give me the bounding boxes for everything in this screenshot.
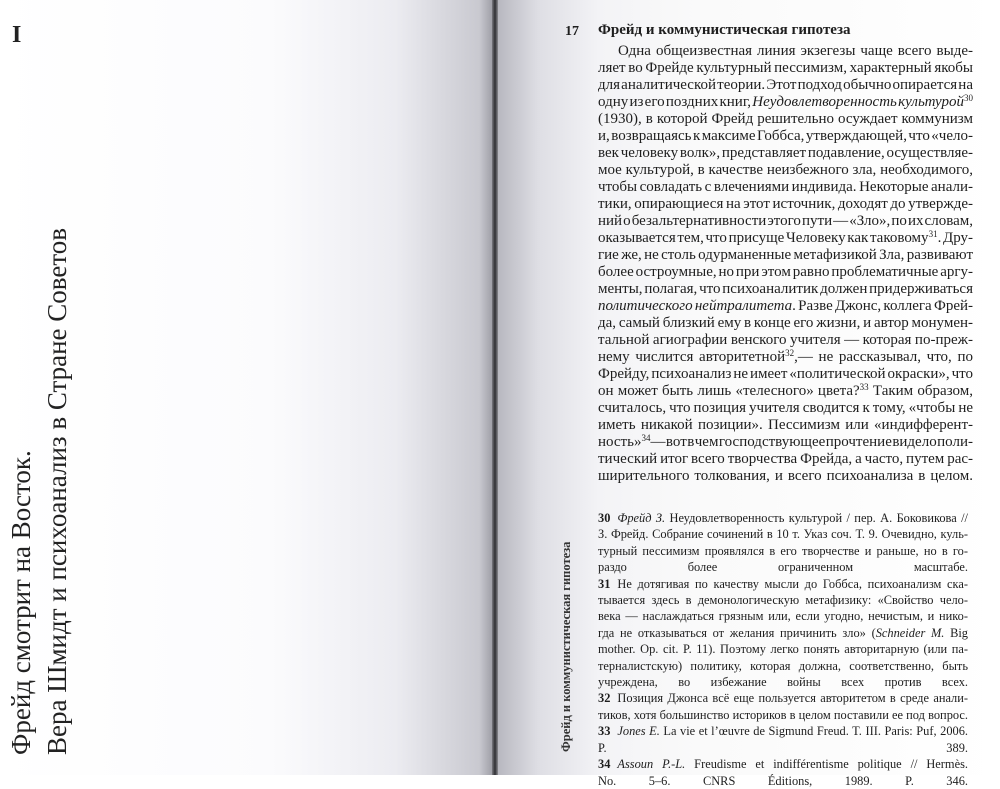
book-title-line-2: Вера Шмидт и психоанализ в Стране Советов [42,227,72,755]
text-segment: Фрейд З. [617,511,666,525]
text-segment: чтобы совладать с влечениями индивида. Некоторые анали- [598,179,973,195]
text-segment: З. Фрейд. Собрание сочинений в 10 т. Указ соч. Т. 9. Очевидно, куль- [598,527,968,542]
text-segment: La vie et l’œuvre de Sigmund Freud. T. III. Paris: Puf, 2006. [659,724,968,739]
text-segment: ность» [598,434,642,450]
text-segment: тальной агиографии венского учителя — которая по-преж- [598,332,973,348]
footnote-number: 30 [598,511,611,525]
text-segment: P. 389. [598,740,968,755]
text-segment: Одна общеизвестная линия экзегезы чаще всего выде- [618,43,973,59]
text-segment: иметь никакой позиции». Пессимизм или «индифферент- [598,417,973,433]
footnote-line [598,690,968,706]
text-segment: ляет во Фрейде культурный пессимизм, характерный якобы [598,60,973,76]
footnote-line [598,559,968,575]
text-segment: тики, опирающиеся на этот источник, доходят до утвержде- [598,196,973,212]
text-segment: турный пессимизм проявлялся в его творчестве и раньше, но в го- [598,543,968,558]
text-segment: Фрейду, психоанализ не имеет «политической окраски», что [598,366,973,382]
body-line [598,417,973,434]
text-segment: Freudisme et indifférentisme politique // Hermès. [685,757,968,772]
footnote-ref: 34 [641,433,651,443]
text-segment: раздо более ограниченном масштабе. [598,560,968,575]
text-segment: более остроумные, но при этом равно проблематичные аргу- [598,264,973,280]
body-text [598,43,973,485]
text-segment: ,— не рассказывал, что, по [794,349,973,365]
footnote-line [598,510,968,526]
footnote-ref: 32 [785,348,795,358]
text-segment: одну из его поздних книг, [598,94,753,110]
text-segment: гда не отказываться от желания причинить зло» ( [598,625,876,640]
text-segment: тывается здесь в демонологическую метафизику: «Свойство чело- [598,593,968,608]
body-line [598,298,973,315]
body-line [598,213,973,230]
footnote-line [598,625,968,641]
text-segment: век человеку волк», представляет подавление, осуществляе- [598,145,973,161]
body-line [598,332,973,349]
running-head: Фрейд и коммунистическая гипотеза [559,541,573,752]
footnote-line [598,674,968,690]
text-segment: терналистскую) политику, которая должна, соответственно, быть [598,658,968,673]
footnote-ref: 33 [859,382,869,392]
body-line [598,400,973,417]
body-line [598,434,973,451]
text-segment: . Разве Джонс, коллега Фрей- [792,298,973,314]
body-line [598,60,973,77]
body-line [598,145,973,162]
footnote-line [598,592,968,608]
text-segment: он может быть лишь «телесного» цвета? [598,383,860,399]
text-segment: Assoun P.-L. [617,757,686,772]
footnote-line [598,723,968,739]
left-page [0,0,494,775]
footnote-line [598,608,968,624]
footnote-ref: 31 [928,229,938,239]
text-segment: и, возвращаясь к максиме Гоббса, утверждающей, что «чело- [598,128,973,144]
body-line [598,349,973,366]
body-line [598,247,973,264]
text-segment: Big [944,625,968,640]
body-line [598,77,973,94]
text-segment: нему числится авторитетной [598,349,786,365]
body-line [598,230,973,247]
text-segment: гие же, не столь одурманенные метафизикой Зла, развивают [598,247,973,263]
text-segment: . Дру- [937,230,974,246]
page-number: 17 [565,24,579,39]
text-segment: mother. Op. cit. P. 11). Поэтому легко понять авторитарную (или па- [598,642,968,657]
body-line [598,366,973,383]
footnote-line [598,740,968,756]
footnote-line [598,707,968,723]
body-line [598,128,973,145]
text-segment: мое культурой, в качестве неизбежного зла, необходимого, [598,162,973,178]
body-line [598,111,973,128]
text-segment: тиков, хотя большинство историков в целом поставили ее под вопрос. [598,707,968,722]
footnotes [598,510,968,789]
text-segment: тический итог всего творчества Фрейда, а часто, путем рас- [598,451,973,467]
footnote-line [598,526,968,542]
footnote-line [598,543,968,559]
footnote-number: 32 [598,691,611,706]
text-segment: Неудовлетворенность культурой / пер. А. Боковикова // [665,511,968,525]
footnote-number: 31 [598,576,611,591]
body-line [598,281,973,298]
text-segment: политического нейтралитета [598,298,793,314]
body-line [598,179,973,196]
text-segment: ний о безальтернативности этого пути — «Зло», по их словам, [598,213,973,229]
text-segment: Schneider M. [875,625,945,640]
footnote-number: 33 [598,724,611,739]
text-segment: ширительного толкования, и всего психоанализа в целом. [598,468,973,484]
body-line [598,43,973,60]
text-segment: для аналитической теории. Этот подход обычно опирается на [598,77,973,93]
footnote-line [598,658,968,674]
body-line [598,94,973,111]
text-segment: да, самый близкий ему в конце его жизни, и автор монумен- [598,315,973,331]
text-segment: Таким образом, [868,383,973,399]
text-segment: Jones E. [617,724,660,739]
text-segment: Неудовлетворенность культурой [752,94,964,110]
section-heading: Фрейд и коммунистическая гипотеза [598,22,851,38]
body-line [598,315,973,332]
body-line [598,383,973,400]
body-line [598,264,973,281]
text-segment: века — наслаждаться грязным или, если угодно, нечистым, и нико- [598,609,968,624]
text-segment: менты, полагая, что психоаналитик должен придерживаться [598,281,973,297]
text-segment: Позиция Джонса всё еще пользуется авторитетом в среде анали- [617,691,968,706]
footnote-ref: 30 [964,93,973,103]
footnote-line [598,756,968,772]
text-segment: — вот в чем господствующее прочтение видело поли- [650,434,973,450]
footnote-number: 34 [598,757,611,772]
body-line [598,451,973,468]
body-line [598,196,973,213]
body-line [598,468,973,485]
footnote-line [598,641,968,657]
text-segment: (1930), в которой Фрейд решительно осуждает коммунизм [598,111,973,127]
footnote-line [598,576,968,592]
text-segment: оказывается тем, что присуще Человеку как таковому [598,230,929,246]
body-line [598,162,973,179]
part-number: I [12,22,22,48]
text-segment: учреждена, во избежание войны всех против всех. [598,675,968,690]
text-segment: считалось, что позиция учителя сводится к тому, «чтобы не [598,400,973,416]
text-segment: No. 5–6. CNRS Éditions, 1989. P. 346. [598,773,968,788]
text-segment: Не дотягивая по качеству мысли до Гоббса, психоанализм ска- [617,576,968,591]
book-title-line-1: Фрейд смотрит на Восток. [6,450,36,755]
